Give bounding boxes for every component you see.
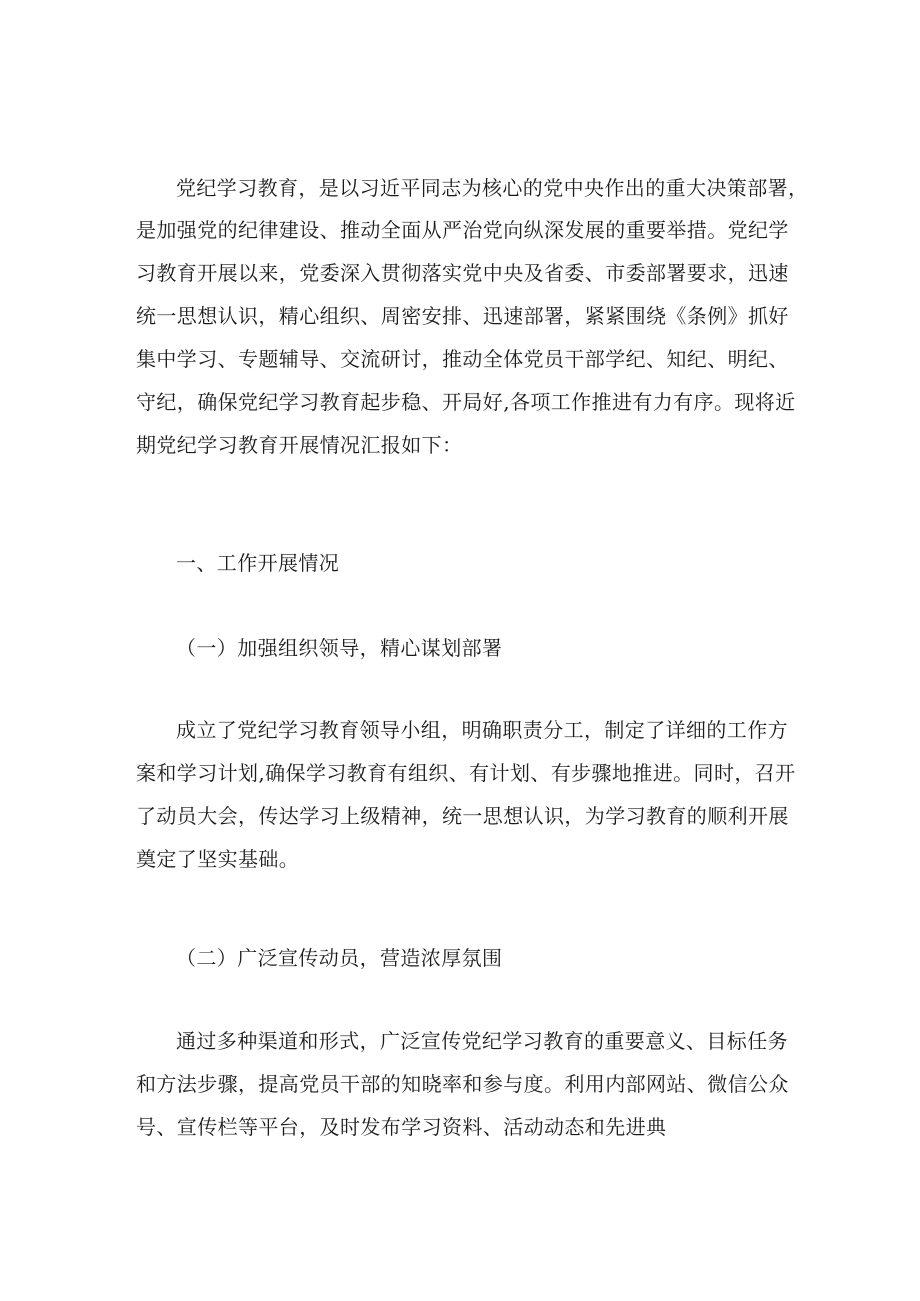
intro-line-4: 统一思想认识，精心组织、周密安排、迅速部署，紧紧围绕《条例》抓好 (136, 304, 789, 328)
intro-line-6: 守纪，确保党纪学习教育起步稳、开局好,各项工作推进有力有序。现将近 (136, 390, 796, 414)
sub1-line-1: 成立了党纪学习教育领导小组，明确职责分工，制定了详细的工作方 (176, 718, 788, 742)
sub2-line-2: 和方法步骤，提高党员干部的知晓率和参与度。利用内部网站、微信公众 (136, 1072, 789, 1096)
sub1-heading: （一）加强组织领导，精心谋划部署 (176, 636, 503, 660)
section-heading: 一、工作开展情况 (176, 551, 340, 575)
intro-line-7: 期党纪学习教育开展情况汇报如下： (136, 433, 463, 457)
intro-line-1: 党纪学习教育，是以习近平同志为核心的党中央作出的重大决策部署， (176, 176, 809, 200)
sub1-line-2: 案和学习计划,确保学习教育有组织、有计划、有步骤地推进。同时，召开 (136, 761, 796, 785)
sub2-heading: （二）广泛宣传动员，营造浓厚氛围 (176, 946, 503, 970)
intro-line-3: 习教育开展以来，党委深入贯彻落实党中央及省委、市委部署要求，迅速 (136, 261, 789, 285)
intro-line-5: 集中学习、专题辅导、交流研讨，推动全体党员干部学纪、知纪、明纪、 (136, 347, 789, 371)
sub1-line-3: 了动员大会，传达学习上级精神，统一思想认识，为学习教育的顺利开展 (136, 804, 789, 828)
sub2-line-3: 号、宣传栏等平台，及时发布学习资料、活动动态和先进典 (136, 1115, 667, 1139)
intro-line-2: 是加强党的纪律建设、推动全面从严治党向纵深发展的重要举措。党纪学 (136, 218, 789, 242)
sub2-line-1: 通过多种渠道和形式，广泛宣传党纪学习教育的重要意义、目标任务 (176, 1029, 788, 1053)
sub1-line-4: 奠定了坚实基础。 (136, 847, 300, 871)
